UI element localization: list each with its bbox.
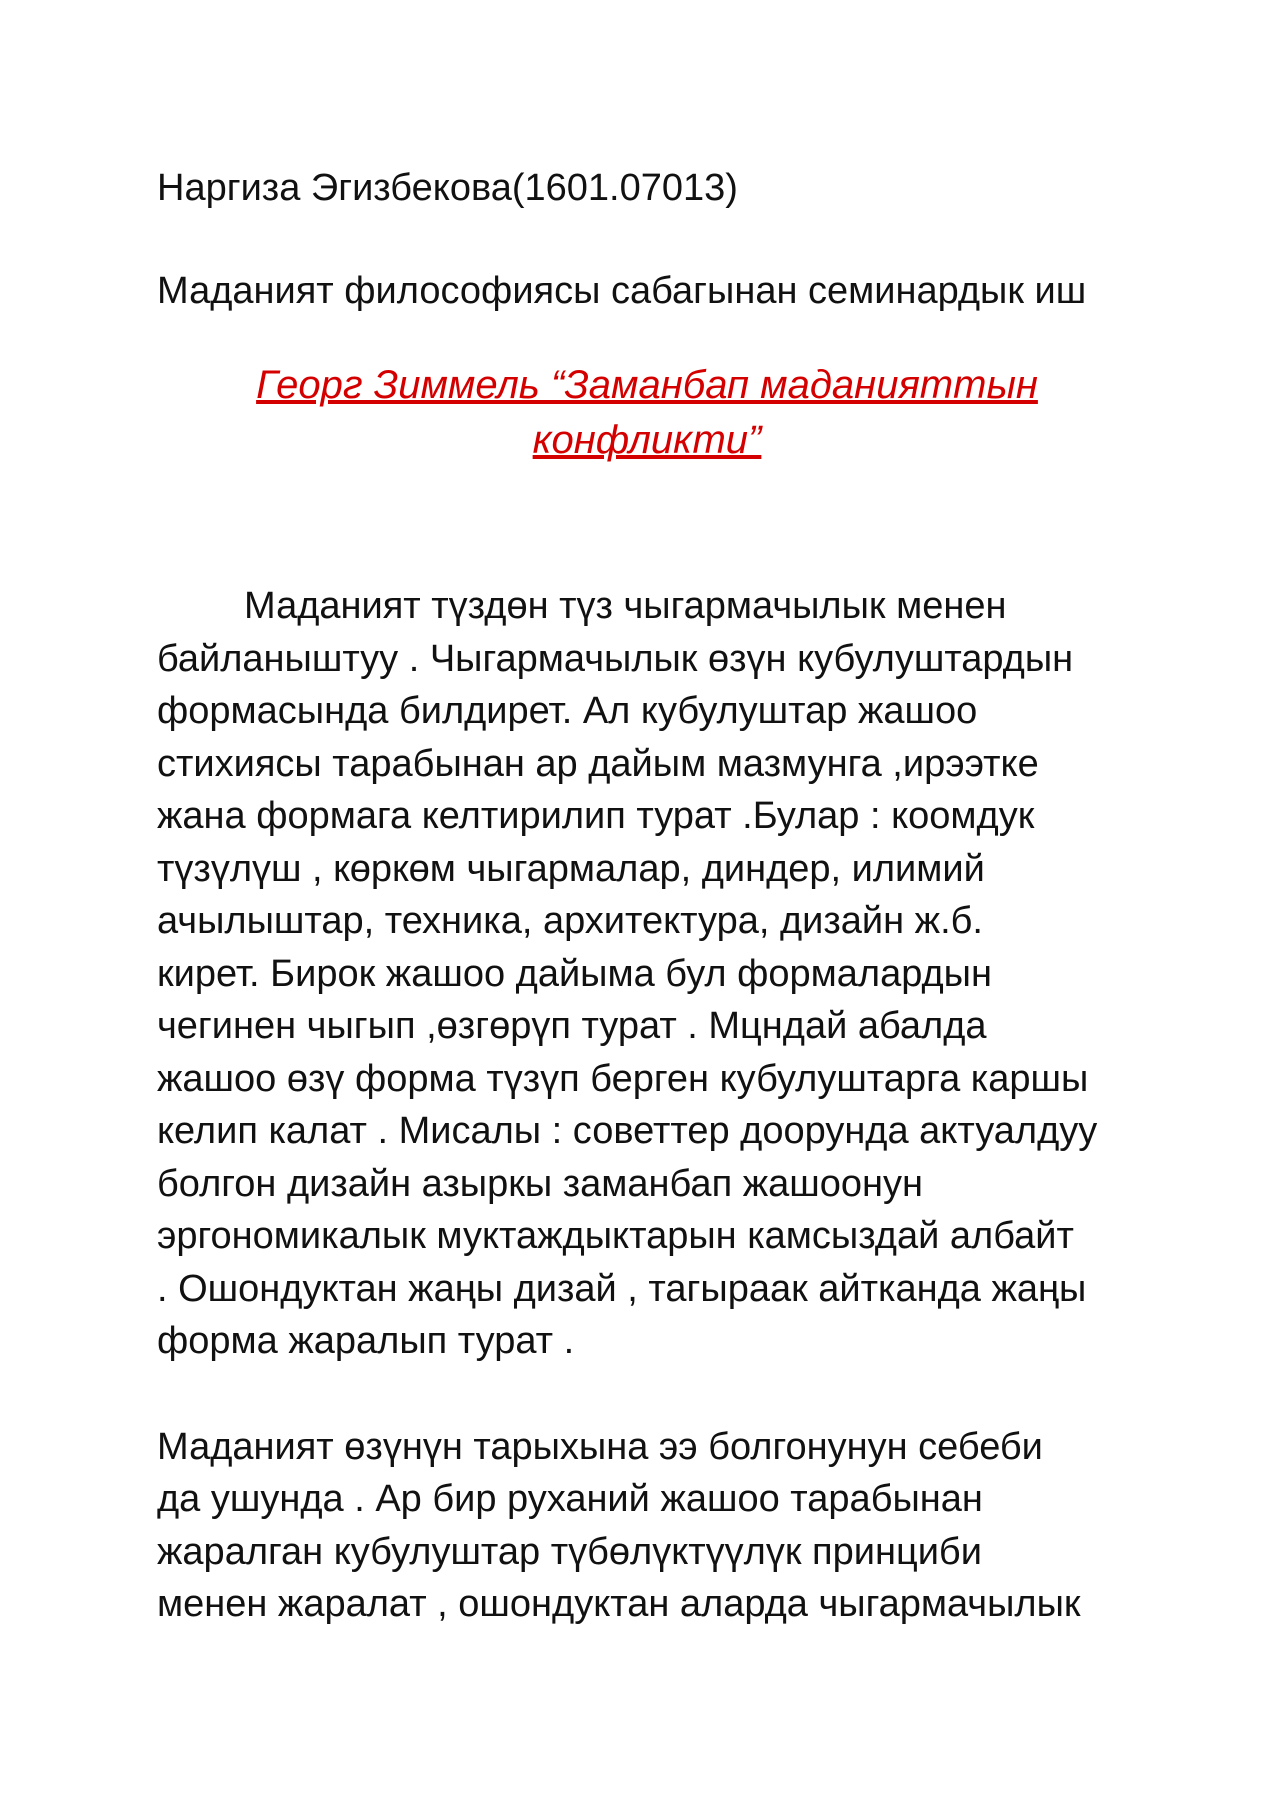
paragraph-line: формасында билдирет. Ал кубулуштар жашоо [157, 690, 978, 732]
paragraph-line: форма жаралып турат . [157, 1320, 575, 1362]
paragraph-line: менен жаралат , ошондуктан аларда чыгармачылык [157, 1583, 1081, 1625]
paragraph-1 [157, 580, 1137, 1368]
paragraph-line: чегинен чыгып ,өзгөрүп турат . Мцндай абалда [157, 1005, 987, 1047]
paragraph-line: болгон дизайн азыркы заманбап жашоонун [157, 1162, 923, 1205]
author-line: Наргиза Эгизбекова(1601.07013) [157, 167, 738, 209]
subject-line: Маданият философиясы сабагынан семинардык иш [157, 270, 1087, 312]
document-body [157, 162, 1137, 1631]
paragraph-2 [157, 1421, 1137, 1631]
paragraph-line: стихиясы тарабынан ар дайым мазмунга ,ирээтке [157, 742, 1039, 785]
paragraph-line: кирет. Бирок жашоо дайыма бул формалардын [157, 952, 992, 995]
title-line: конфликти” [532, 418, 762, 462]
paragraph-line: жашоо өзү форма түзүп берген кубулуштарга каршы [157, 1057, 1089, 1100]
paragraph-line: байланыштуу . Чыгармачылык өзүн кубулуштардын [157, 637, 1074, 680]
paragraph-line: жана формага келтирилип турат .Булар : коомдук [157, 795, 1035, 837]
paragraph-line: түзүлүш , көркөм чыгармалар, диндер, илимий [157, 847, 985, 890]
document-title [157, 358, 1137, 468]
paragraph-line: . Ошондуктан жаңы дизай , тагыраак айтканда жаңы [157, 1267, 1087, 1310]
paragraph-line: келип калат . Мисалы : советтер доорунда актуалдуу [157, 1110, 1098, 1152]
paragraph-line: жаралган кубулуштар түбөлүктүүлүк принциби [157, 1530, 982, 1573]
paragraph-line: Маданият түздөн түз чыгармачылык менен [244, 585, 1007, 627]
paragraph-line: да ушунда . Ар бир руханий жашоо тарабынан [157, 1478, 983, 1520]
title-line: Георг Зиммель “Заманбап маданияттын [256, 363, 1038, 407]
paragraph-line: ачылыштар, техника, архитектура, дизайн ж.б. [157, 900, 983, 942]
paragraph-line: Маданият өзүнүн тарыхына ээ болгонунун себеби [157, 1425, 1043, 1468]
paragraph-line: эргономикалык муктаждыктарын камсыздай албайт [157, 1215, 1074, 1257]
